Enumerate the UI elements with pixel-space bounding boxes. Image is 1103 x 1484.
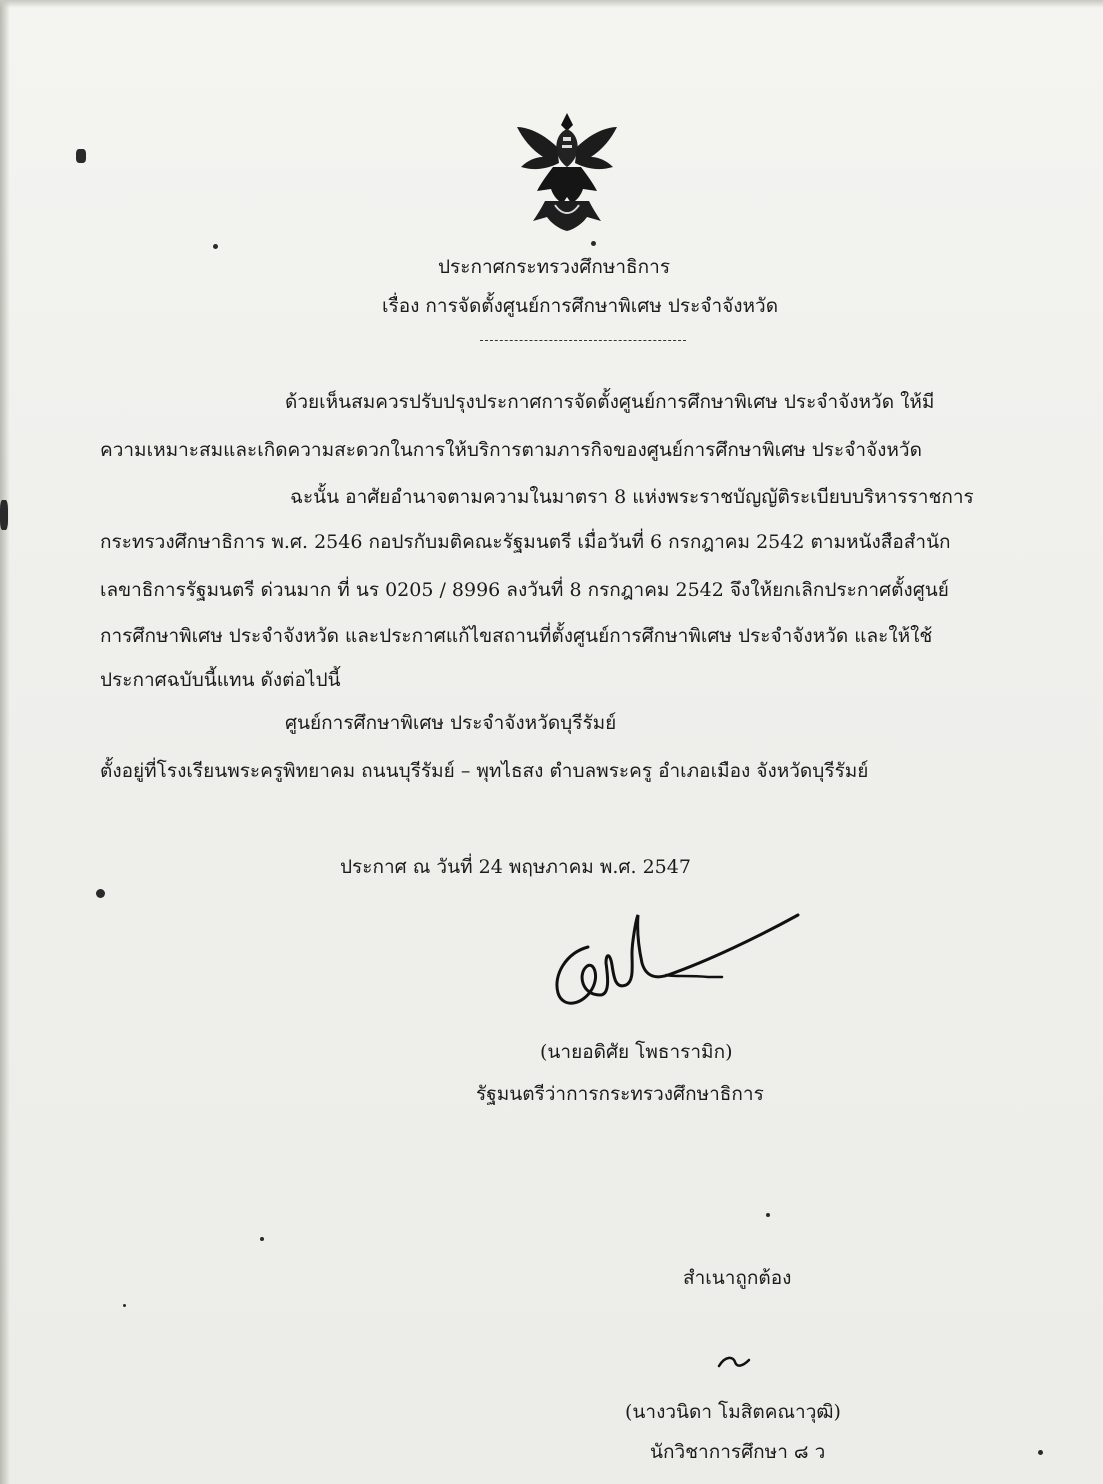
scan-speck	[260, 1237, 264, 1241]
announcement-date: ประกาศ ณ วันที่ 24 พฤษภาคม พ.ศ. 2547	[340, 856, 691, 878]
scan-speck	[766, 1213, 770, 1217]
scan-speck	[591, 241, 596, 246]
signatory-position: รัฐมนตรีว่าการกระทรวงศึกษาธิการ	[476, 1083, 764, 1105]
scan-shadow-top	[0, 0, 1103, 8]
body-line: ด้วยเห็นสมควรปรับปรุงประกาศการจัดตั้งศูนย์การศึกษาพิเศษ ประจำจังหวัด ให้มี	[285, 391, 935, 413]
certifier-position: นักวิชาการศึกษา ๘ ว	[650, 1441, 826, 1463]
body-line: กระทรวงศึกษาธิการ พ.ศ. 2546 กอปรกับมติคณะรัฐมนตรี เมื่อวันที่ 6 กรกฎาคม 2542 ตามหนังสือสำนัก	[100, 531, 951, 553]
initial-mark-icon	[715, 1352, 755, 1372]
body-line: ประกาศฉบับนี้แทน ดังต่อไปนี้	[100, 669, 341, 691]
title-divider	[480, 340, 686, 341]
scan-speck	[123, 1304, 126, 1307]
scan-speck	[96, 889, 105, 898]
garuda-emblem-icon	[507, 105, 627, 235]
subject-line: เรื่อง การจัดตั้งศูนย์การศึกษาพิเศษ ประจำจังหวัด	[382, 295, 779, 317]
body-line: การศึกษาพิเศษ ประจำจังหวัด และประกาศแก้ไขสถานที่ตั้งศูนย์การศึกษาพิเศษ ประจำจังหวัด และให้ใช้	[100, 625, 933, 647]
scan-speck	[1038, 1450, 1043, 1455]
certified-copy-label: สำเนาถูกต้อง	[683, 1267, 792, 1289]
scan-speck	[213, 244, 218, 249]
center-address: ตั้งอยู่ที่โรงเรียนพระครูพิทยาคม ถนนบุรีรัมย์ – พุทไธสง ตำบลพระครู อำเภอเมือง จังหวัดบุรีรัมย์	[100, 760, 869, 782]
center-name: ศูนย์การศึกษาพิเศษ ประจำจังหวัดบุรีรัมย์	[285, 712, 617, 734]
body-line: ความเหมาะสมและเกิดความสะดวกในการให้บริการตามภารกิจของศูนย์การศึกษาพิเศษ ประจำจังหวัด	[100, 439, 922, 461]
scan-speck	[0, 500, 8, 530]
scan-speck	[76, 149, 86, 163]
body-line: เลขาธิการรัฐมนตรี ด่วนมาก ที่ นร 0205 / 8996 ลงวันที่ 8 กรกฎาคม 2542 จึงให้ยกเลิกประกาศตั้งศูนย์	[100, 579, 949, 601]
scan-shadow-left	[0, 0, 10, 1484]
certifier-name: (นางวนิดา โมสิตคณาวุฒิ)	[625, 1401, 841, 1423]
signatory-name: (นายอดิศัย โพธารามิก)	[540, 1041, 733, 1063]
announcement-heading: ประกาศกระทรวงศึกษาธิการ	[438, 256, 671, 278]
signature-icon	[548, 905, 808, 1015]
body-line: ฉะนั้น อาศัยอำนาจตามความในมาตรา 8 แห่งพระราชบัญญัติระเบียบบริหารราชการ	[290, 486, 974, 508]
